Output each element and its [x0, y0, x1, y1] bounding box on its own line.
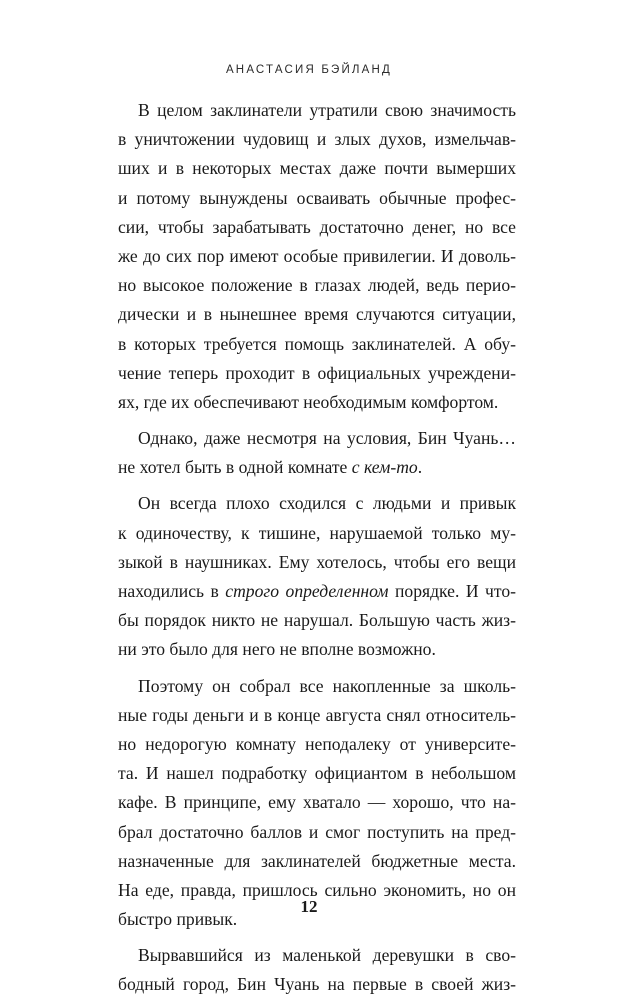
text-run: .	[417, 457, 423, 478]
text-run: не хотел быть в одной комнате	[118, 457, 352, 478]
text-line: кафе. В принципе, ему хватало — хорошо, что на-	[118, 792, 516, 813]
text-line: Он всегда плохо сходился с людьми и привык	[138, 493, 516, 514]
text-line: Вырвавшийся из маленькой деревушки в сво-	[138, 945, 516, 966]
text-run: находились в	[118, 581, 226, 601]
text-line: ших и в некоторых местах даже почти вымерших	[118, 158, 516, 179]
page-number: 12	[300, 897, 318, 916]
text-line: та. И нашел подработку официантом в небольшом	[118, 763, 516, 784]
text-line: ные годы деньги и в конце августа снял относитель-	[118, 704, 516, 725]
text-line: бы порядок никто не нарушал. Большую часть жиз-	[118, 610, 516, 631]
text-line: сии, чтобы зарабатывать достаточно денег, но все	[118, 216, 516, 237]
text-line: На еде, правда, пришлось сильно экономить, но он	[118, 879, 516, 900]
text-line: же до сих пор имеют особые привилегии. И доволь-	[118, 245, 516, 266]
italic-emphasis: строго определенном	[225, 581, 389, 601]
text-line: дически и в нынешнее время случаются ситуации,	[118, 304, 516, 325]
running-head-author: АНАСТАСИЯ БЭЙЛАНД	[225, 64, 393, 76]
paragraph	[118, 941, 516, 999]
text-line: ях, где их обеспечивают необходимым комфортом.	[118, 391, 499, 412]
text-line: назначенные для заклинателей бюджетные места.	[118, 850, 516, 871]
text-line: чение теперь проходит в официальных учреждени-	[118, 362, 516, 383]
text-line: в уничтожении чудовищ и злых духов, измельчав-	[118, 129, 516, 150]
italic-emphasis: с кем-то	[351, 457, 418, 478]
paragraph	[118, 489, 516, 664]
text-line: зыкой в наушниках. Ему хотелось, чтобы его вещи	[118, 551, 516, 572]
text-line: но недорогую комнату неподалеку от университе-	[118, 733, 516, 754]
paragraph	[118, 672, 516, 935]
text-line: ни это было для него не вполне возможно.	[118, 639, 436, 660]
paragraph	[118, 424, 516, 482]
text-line: брал достаточно баллов и смог поступить на пред-	[118, 821, 516, 842]
text-line	[118, 577, 516, 606]
paragraph	[118, 96, 516, 417]
text-line: к одиночеству, к тишине, нарушаемой только му-	[118, 522, 516, 543]
text-run: порядке. И что-	[388, 581, 516, 601]
text-line: но высокое положение в глазах людей, ведь перио-	[118, 275, 516, 296]
text-line: в которых требуется помощь заклинателей. А обу-	[118, 333, 516, 354]
text-line: Однако, даже несмотря на условия, Бин Чуань…	[138, 428, 516, 449]
text-line: быстро привык.	[118, 909, 238, 930]
text-line	[118, 453, 516, 482]
text-line: и потому вынуждены осваивать обычные профес-	[118, 187, 516, 208]
text-line: Поэтому он собрал все накопленные за школь-	[138, 675, 516, 696]
text-line: бодный город, Бин Чуань на первые в своей жиз-	[118, 974, 516, 995]
text-line: В целом заклинатели утратили свою значимость	[138, 100, 516, 120]
body-text	[118, 96, 516, 1000]
